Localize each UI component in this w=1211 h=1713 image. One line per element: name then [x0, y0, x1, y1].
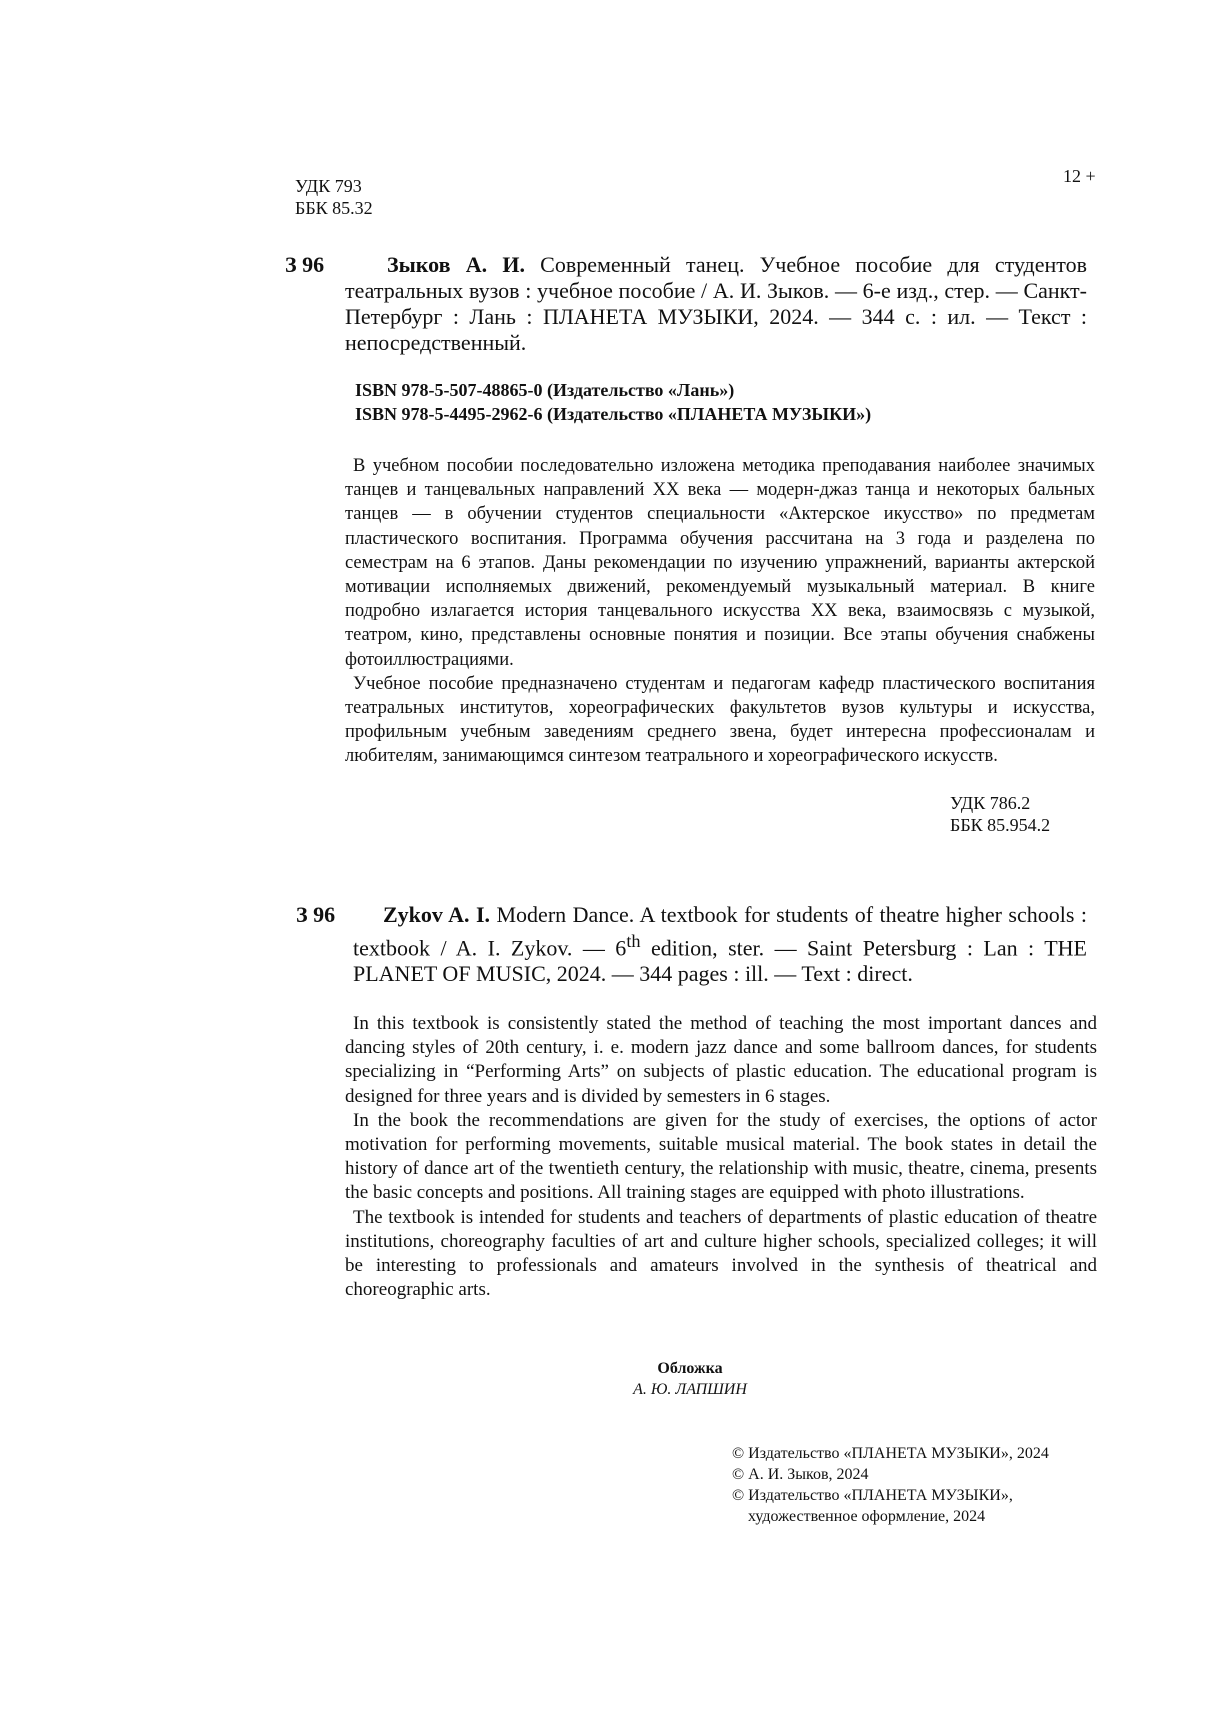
abstract-en-paragraph-2: In the book the recommendations are given for the study of exercises, the options of actor motivation for performing movements, suitable musical material. The book states in detail the history of dance art of the twentieth century, the relationship with music, theatre, cinema, presents the basic concepts and positions. All training stages are equipped with photo illustrations.	[345, 1109, 1097, 1204]
isbn-planet: ISBN 978-5-4495-2962-6 (Издательство «ПЛАНЕТА МУЗЫКИ»)	[355, 404, 872, 424]
copyright-line-2: © А. И. Зыков, 2024	[732, 1466, 869, 1483]
copyright-line-4: художественное оформление, 2024	[748, 1508, 986, 1525]
author-sign-en: З 96	[296, 902, 336, 927]
abstract-ru-paragraph-1: В учебном пособии последовательно изложена методика преподавания наиболее значимых танцев и танцевальных направлений XX века — модерн-джаз танца и некоторых бальных танцев — в обучении студентов специальности «Актерское икусство» по предметам пластического воспитания. Программа обучения рассчитана на 3 года и разделена по семестрам на 6 этапов. Даны рекомендации по изучению упражнений, варианты актерской мотивации исполняемых движений, рекомендуемый музыкальный материал. В книге подробно излагается история танцевального искусства XX века, взаимосвязь с музыкой, театром, кино, представлены основные понятия и позиции. Все этапы обучения снабжены фотоиллюстрациями.	[345, 456, 1095, 670]
cover-designer: А. Ю. ЛАПШИН	[633, 1381, 747, 1398]
author-name-ru: Зыков А. И.	[387, 252, 525, 277]
abstract-ru-paragraph-2: Учебное пособие предназначено студентам и педагогам кафедр пластического воспитания театральных институтов, хореографических факультетов вузов культуры и искусства, профильным учебным заведениям среднего звена, будет интересна профессионалам и любителям, занимающимся синтезом театрального и хореографического искусств.	[345, 673, 1095, 767]
top-classification	[295, 175, 373, 219]
author-name-en: Zykov A. I.	[383, 902, 491, 927]
udk-code: УДК 793	[295, 176, 362, 196]
abstract-en-paragraph-1: In this textbook is consistently stated the method of teaching the most important dances and dancing styles of 20th century, i. e. modern jazz dance and some ballroom dances, for students specializing in “Performing Arts” on subjects of plastic education. The educational program is designed for three years and is divided by semesters in 6 stages.	[345, 1013, 1097, 1107]
author-sign-ru: З 96	[285, 252, 325, 277]
bibliographic-description-ru: Современный танец. Учебное пособие для студентов театральных вузов : учебное пособие / А. И. Зыков. — 6-е изд., стер. — Санкт-Петербург : Лань : ПЛАНЕТА МУЗЫКИ, 2024. — 344 с. : ил. — Текст : непосредственный.	[345, 252, 1087, 355]
bibliographic-entry-en	[353, 902, 1087, 987]
udk-code-2: УДК 786.2	[950, 793, 1031, 813]
copyright-line-3: © Издательство «ПЛАНЕТА МУЗЫКИ»,	[732, 1487, 1013, 1504]
bibliographic-description-en-a: Modern Dance. A textbook for students of theatre higher schools : textbook / A. I. Zykov. — 6	[353, 902, 1087, 961]
edition-superscript: th	[626, 931, 641, 951]
bibliographic-description-en-b: edition, ster. — Saint Petersburg : Lan : THE PLANET OF MUSIC, 2024. — 344 pages : ill. — Text : direct.	[353, 935, 1087, 987]
isbn-block	[355, 378, 871, 426]
mid-classification	[950, 792, 1050, 836]
cover-label: Обложка	[657, 1360, 723, 1377]
bibliographic-entry-ru	[345, 252, 1087, 356]
abstract-en-paragraph-3: The textbook is intended for students and teachers of departments of plastic education of theatre institutions, choreography faculties of art and culture higher schools, specialized colleges; it will be interesting to professionals and amateurs involved in the synthesis of theatrical and choreographic arts.	[345, 1206, 1097, 1301]
age-rating: 12 +	[1063, 166, 1096, 186]
copyright-line-1: © Издательство «ПЛАНЕТА МУЗЫКИ», 2024	[732, 1445, 1049, 1462]
copyright-block	[732, 1443, 1049, 1527]
isbn-lan: ISBN 978-5-507-48865-0 (Издательство «Лань»)	[355, 380, 735, 400]
bbk-code-2: ББК 85.954.2	[950, 815, 1051, 835]
abstract-ru	[345, 454, 1095, 769]
abstract-en	[345, 1012, 1097, 1302]
bbk-code: ББК 85.32	[295, 198, 373, 218]
